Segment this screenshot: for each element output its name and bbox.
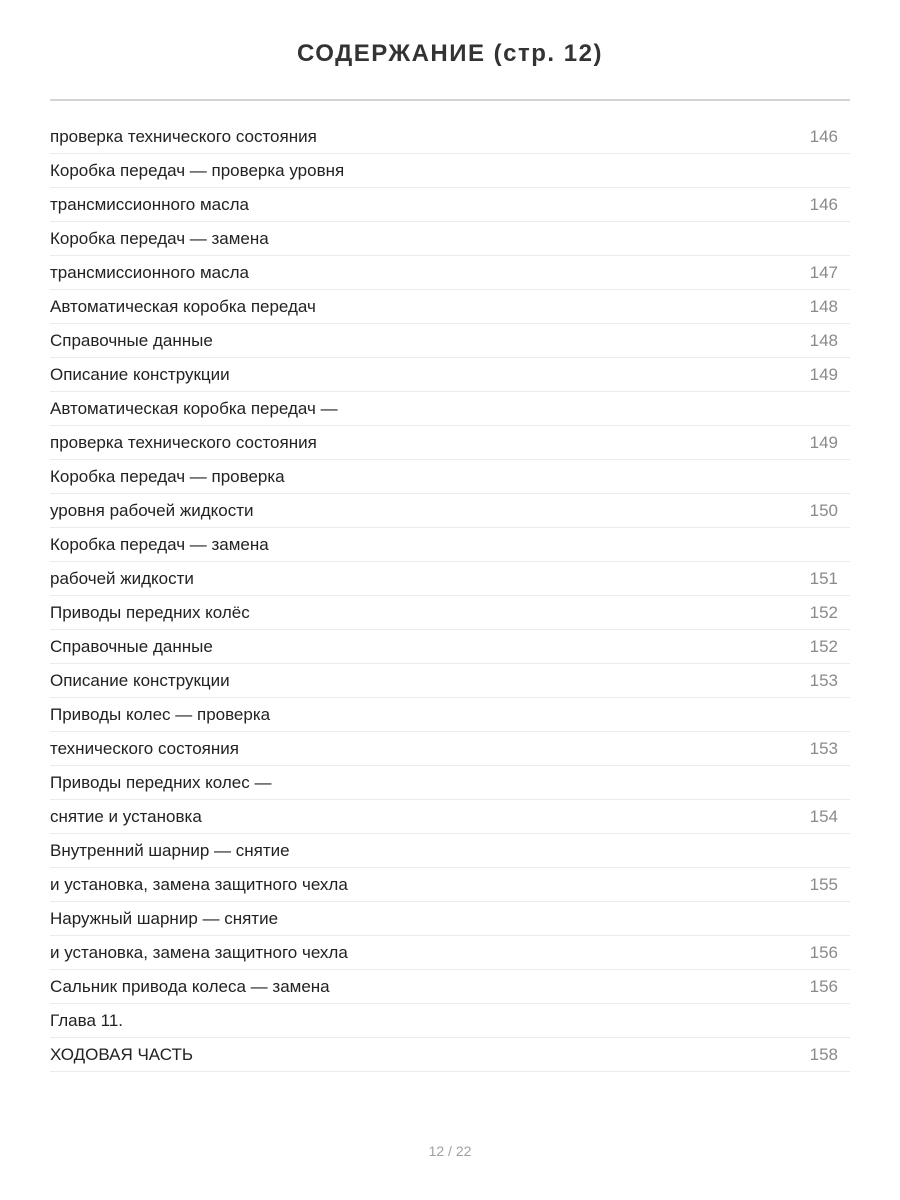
toc-entry-title: Автоматическая коробка передач — bbox=[50, 399, 338, 418]
toc-entry[interactable] bbox=[50, 324, 850, 358]
toc-entry[interactable] bbox=[50, 154, 850, 188]
toc-entry[interactable] bbox=[50, 494, 850, 528]
toc-entry-page: 152 bbox=[809, 637, 838, 656]
toc-entry[interactable] bbox=[50, 834, 850, 868]
toc-entry-title: Приводы колес — проверка bbox=[50, 705, 271, 724]
toc-entry[interactable] bbox=[50, 188, 850, 222]
toc-entry-page: 156 bbox=[809, 977, 838, 996]
toc-entry-title: Коробка передач — замена bbox=[50, 229, 269, 248]
toc-entry-page: 152 bbox=[809, 603, 838, 622]
toc-entry-page: 146 bbox=[809, 195, 838, 214]
toc-entry-title: уровня рабочей жидкости bbox=[50, 501, 254, 520]
toc-entry-title: ХОДОВАЯ ЧАСТЬ bbox=[50, 1045, 194, 1064]
toc-entry[interactable] bbox=[50, 936, 850, 970]
toc-entry[interactable] bbox=[50, 562, 850, 596]
toc-entry-title: Глава 11. bbox=[50, 1011, 124, 1030]
toc-entry-title: Автоматическая коробка передач bbox=[50, 297, 316, 316]
toc-entry-title: Приводы передних колёс bbox=[50, 603, 250, 622]
toc-entry-title: Внутренний шарнир — снятие bbox=[50, 841, 290, 860]
toc-entry[interactable] bbox=[50, 120, 850, 154]
page-number: 12 / 22 bbox=[428, 1143, 472, 1159]
toc-entry[interactable] bbox=[50, 596, 850, 630]
toc-entry-title: рабочей жидкости bbox=[50, 569, 194, 588]
toc-entry-title: трансмиссионного масла bbox=[50, 195, 249, 214]
toc-entry[interactable] bbox=[50, 290, 850, 324]
toc-entry[interactable] bbox=[50, 1038, 850, 1072]
toc-entry-title: проверка технического состояния bbox=[50, 433, 317, 452]
toc-entry[interactable] bbox=[50, 426, 850, 460]
toc-entry-page: 150 bbox=[809, 501, 838, 520]
toc-entry[interactable] bbox=[50, 528, 850, 562]
table-of-contents bbox=[50, 120, 850, 1072]
toc-entry[interactable] bbox=[50, 630, 850, 664]
toc-entry-title: Коробка передач — проверка уровня bbox=[50, 161, 345, 180]
toc-entry-page: 155 bbox=[809, 875, 838, 894]
toc-entry-title: Справочные данные bbox=[50, 637, 213, 656]
toc-entry[interactable] bbox=[50, 732, 850, 766]
toc-entry-title: Описание конструкции bbox=[50, 365, 230, 384]
toc-entry-page: 149 bbox=[809, 365, 838, 384]
toc-entry[interactable] bbox=[50, 392, 850, 426]
toc-entry-title: Описание конструкции bbox=[50, 671, 230, 690]
toc-entry-title: и установка, замена защитного чехла bbox=[50, 943, 348, 962]
toc-entry-page: 153 bbox=[809, 739, 838, 758]
toc-entry-title: трансмиссионного масла bbox=[50, 263, 249, 282]
toc-entry-page: 146 bbox=[809, 127, 838, 146]
toc-entry-title: Наружный шарнир — снятие bbox=[50, 909, 279, 928]
toc-entry-page: 156 bbox=[809, 943, 838, 962]
toc-entry-title: Коробка передач — проверка bbox=[50, 467, 285, 486]
toc-entry-title: Сальник привода колеса — замена bbox=[50, 977, 330, 996]
toc-entry-title: снятие и установка bbox=[50, 807, 202, 826]
toc-entry[interactable] bbox=[50, 698, 850, 732]
toc-entry-title: технического состояния bbox=[50, 739, 239, 758]
page-title: СОДЕРЖАНИЕ (стр. 12) bbox=[297, 40, 603, 67]
toc-entry-page: 148 bbox=[809, 297, 838, 316]
toc-entry[interactable] bbox=[50, 766, 850, 800]
toc-entry-title: и установка, замена защитного чехла bbox=[50, 875, 348, 894]
toc-entry-title: Справочные данные bbox=[50, 331, 213, 350]
toc-entry-page: 148 bbox=[809, 331, 838, 350]
toc-entry[interactable] bbox=[50, 800, 850, 834]
toc-entry-page: 154 bbox=[809, 807, 838, 826]
toc-entry[interactable] bbox=[50, 460, 850, 494]
toc-entry[interactable] bbox=[50, 902, 850, 936]
toc-entry-title: Коробка передач — замена bbox=[50, 535, 269, 554]
toc-entry[interactable] bbox=[50, 970, 850, 1004]
toc-entry-page: 147 bbox=[809, 263, 838, 282]
title-divider bbox=[50, 99, 850, 101]
toc-entry[interactable] bbox=[50, 1004, 850, 1038]
toc-entry-page: 151 bbox=[809, 569, 838, 588]
toc-entry-page: 158 bbox=[809, 1045, 838, 1064]
toc-entry[interactable] bbox=[50, 868, 850, 902]
toc-entry[interactable] bbox=[50, 664, 850, 698]
toc-entry[interactable] bbox=[50, 256, 850, 290]
toc-entry-page: 153 bbox=[809, 671, 838, 690]
toc-entry-title: Приводы передних колес — bbox=[50, 773, 272, 792]
toc-entry-page: 149 bbox=[809, 433, 838, 452]
toc-entry[interactable] bbox=[50, 222, 850, 256]
toc-entry[interactable] bbox=[50, 358, 850, 392]
toc-entry-title: проверка технического состояния bbox=[50, 127, 317, 146]
